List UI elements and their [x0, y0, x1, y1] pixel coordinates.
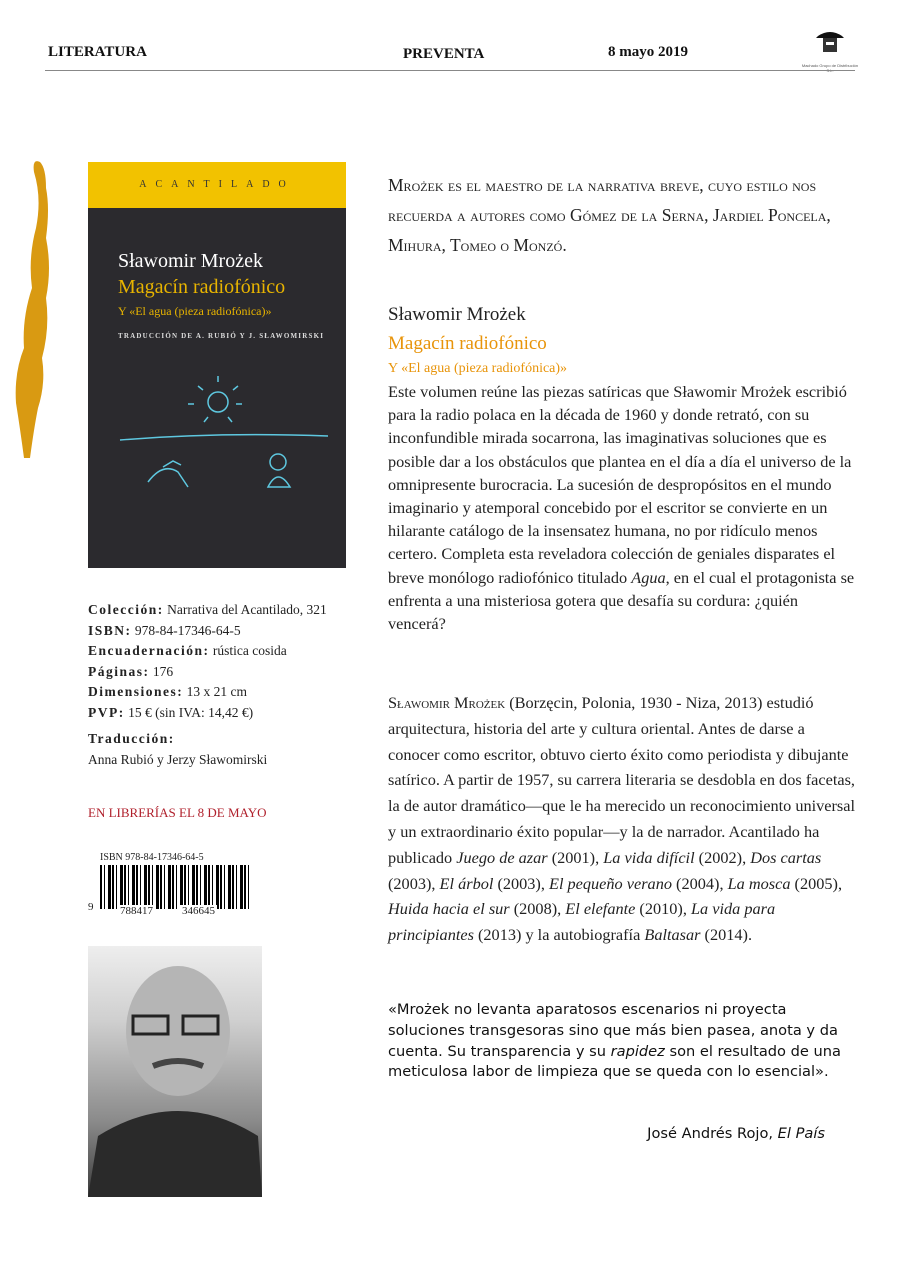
hat-man-icon [810, 26, 850, 58]
book-author: Sławomir Mrożek [388, 304, 526, 325]
press-quote: «Mrożek no levanta aparatosos escenarios ni proyecta soluciones transgesoras sino que más bien pasea, anota y da cuenta. Su transparencia y su rapidez son el resultado de una meticulosa labor de limpieza que se queda con lo esencial». [388, 1001, 841, 1081]
spec-isbn: ISBN: 978-84-17346-64-5 [88, 622, 241, 638]
cover-publisher: ACANTILADO [88, 162, 346, 208]
cover-drawing [118, 362, 338, 512]
barcode: ISBN 978-84-17346-64-5 9 788417 346645 [88, 852, 258, 915]
cover-subtitle: Y «El agua (pieza radiofónica)» [118, 304, 272, 318]
section-label: LITERATURA [48, 44, 147, 60]
spec-collection: Colección: Narrativa del Acantilado, 321 [88, 602, 327, 617]
book-specs [88, 600, 358, 770]
hanging-figure-illustration [2, 158, 57, 463]
book-subtitle: Y «El agua (pieza radiofónica)» [388, 361, 568, 376]
distributor-logo: Machado Grupo de Distribución [800, 26, 860, 73]
release-notice: EN LIBRERÍAS EL 8 DE MAYO [88, 805, 267, 820]
book-title: Magacín radiofónico [388, 333, 547, 354]
book-description: Este volumen reúne las piezas satíricas que Sławomir Mrożek escribió para la radio polaca en la década de 1960 y donde retrató, con su inconfundible mirada socarrona, las imaginativas soluciones que es posible dar a los obstáculos que plantea en el día a día el universo de la omnipresente burocracia. La sucesión de despropósitos en el mundo imaginario y atemporal concebido por el escritor se convierte en un hilarante catálogo de la insensatez humana, no por ridículo menos certero. Completa esta reveladora colección de geniales disparates el breve monólogo radiofónico titulado Agua, en el cual el protagonista se enfrenta a una misteriosa gotera que desafía su cordura: ¿quién vencerá? [388, 382, 855, 634]
author-photo [88, 946, 262, 1197]
spec-translation-value: Anna Rubió y Jerzy Sławomirski [88, 751, 268, 767]
date-label: 8 mayo 2019 [608, 44, 688, 60]
author-bio: Sławomir Mrożek (Borzęcin, Polonia, 1930 - Niza, 2013) estudió arquitectura, historia del arte y cultura oriental. Antes de darse a conocer como escritor, obtuvo cierto éxito como periodista y dibujante satírico. A partir de 1957, su carrera literaria se desdobla en dos facetas, la de autor dramático—que le ha merecido un reconocimiento universal y un extraordinario éxito popular—y la de narrador. Acantilado ha publicado Juego de azar (2001), La vida difícil (2002), Dos cartas (2003), El árbol (2003), El pequeño verano (2004), La mosca (2005), Huida hacia el sur (2008), El elefante (2010), La vida para principiantes (2013) y la autobiografía Baltasar (2014). [388, 693, 855, 945]
spec-pages: Páginas: 176 [88, 663, 174, 679]
spec-translation-label: Traducción: [88, 731, 175, 746]
cover-title: Magacín radiofónico [118, 276, 286, 298]
status-label: PREVENTA [403, 46, 485, 62]
cover-author: Sławomir Mrożek [118, 250, 263, 272]
spec-dimensions: Dimensiones: 13 x 21 cm [88, 684, 247, 699]
spec-binding: Encuadernación: rústica cosida [88, 643, 287, 658]
book-cover [88, 162, 346, 568]
summary-blurb: Mrożek es el maestro de la narrativa breve, cuyo estilo nos recuerda a autores como Gómez de la Serna, Jardiel Poncela, Mihura, Tomeo o Monzó. [388, 175, 831, 255]
cover-translation: TRADUCCIÓN DE A. RUBIÓ Y J. SŁAWOMIRSKI [118, 332, 325, 340]
spec-price: PVP: 15 € (sin IVA: 14,42 €) [88, 704, 254, 720]
quote-attribution: José Andrés Rojo, El País [647, 1125, 825, 1142]
header-divider [45, 70, 855, 71]
